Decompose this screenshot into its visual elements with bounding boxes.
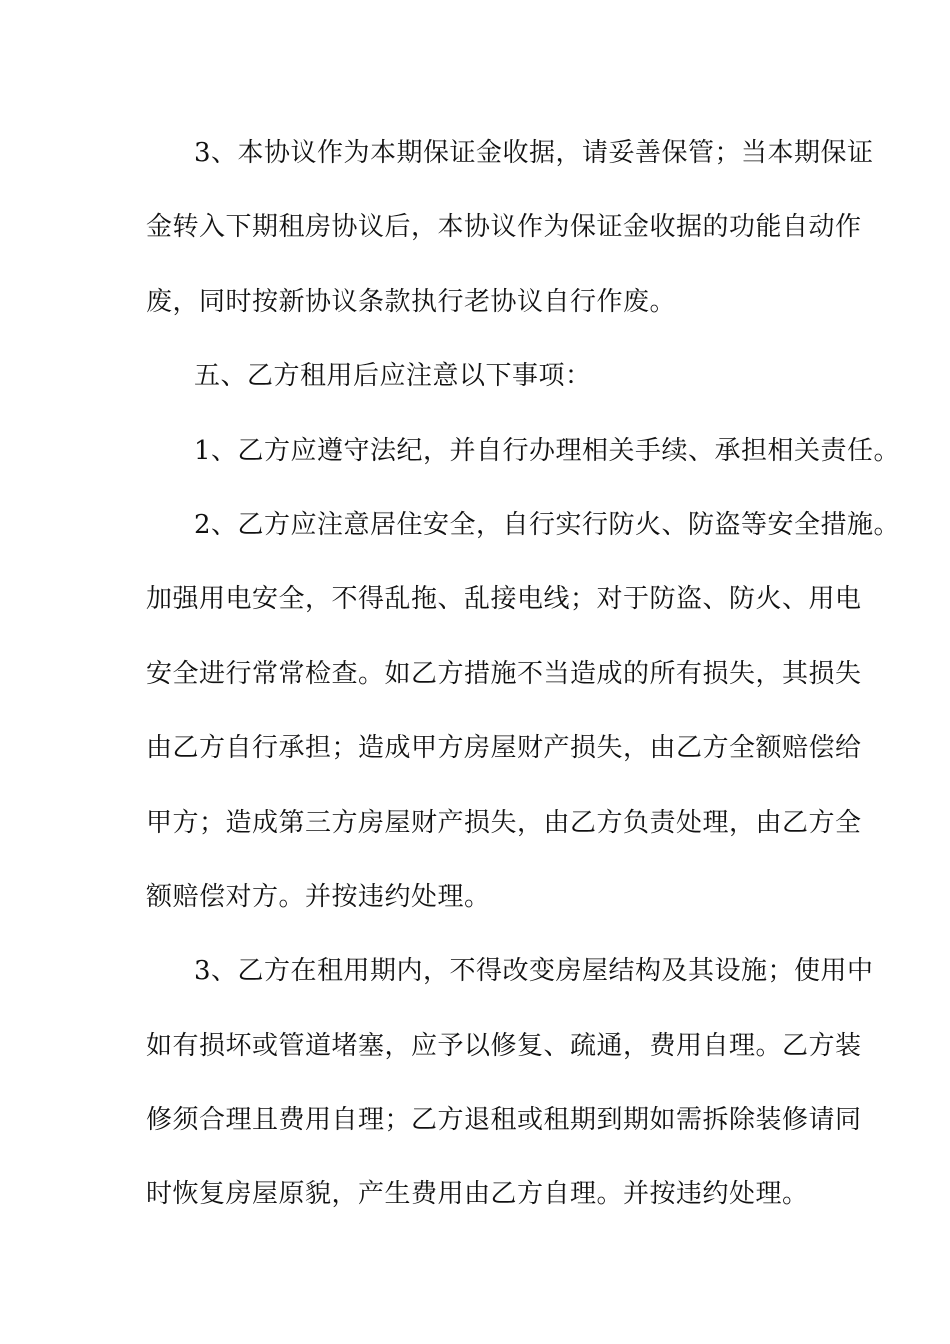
text-line-5: 1、乙方应遵守法纪，并自行办理相关手续、承担相关责任。: [194, 435, 901, 466]
text-line-6: 2、乙方应注意居住安全，自行实行防火、防盗等安全措施。: [194, 509, 901, 540]
document-body: [146, 116, 901, 1232]
text-line-3: 废，同时按新协议条款执行老协议自行作废。: [146, 286, 677, 317]
text-line-8: 安全进行常常检查。如乙方措施不当造成的所有损失，其损失: [146, 658, 862, 689]
text-line-2: 金转入下期租房协议后，本协议作为保证金收据的功能自动作: [146, 212, 862, 243]
text-line-12: 3、乙方在租用期内，不得改变房屋结构及其设施；使用中: [194, 956, 874, 987]
text-line-14: 修须合理且费用自理；乙方退租或租期到期如需拆除装修请同: [146, 1105, 862, 1136]
text-line-7: 加强用电安全，不得乱拖、乱接电线；对于防盗、防火、用电: [146, 584, 862, 615]
text-line-15: 时恢复房屋原貌，产生费用由乙方自理。并按违约处理。: [146, 1179, 809, 1210]
text-line-1: 3、本协议作为本期保证金收据，请妥善保管；当本期保证: [194, 138, 874, 168]
text-line-9: 由乙方自行承担；造成甲方房屋财产损失，由乙方全额赔偿给: [146, 733, 862, 764]
text-line-11: 额赔偿对方。并按违约处理。: [146, 881, 491, 912]
text-line-10: 甲方；造成第三方房屋财产损失，由乙方负责处理，由乙方全: [146, 807, 862, 838]
text-line-13: 如有损坏或管道堵塞，应予以修复、疏通，费用自理。乙方装: [146, 1030, 862, 1061]
section-heading-five: 五、乙方租用后应注意以下事项：: [194, 361, 592, 392]
